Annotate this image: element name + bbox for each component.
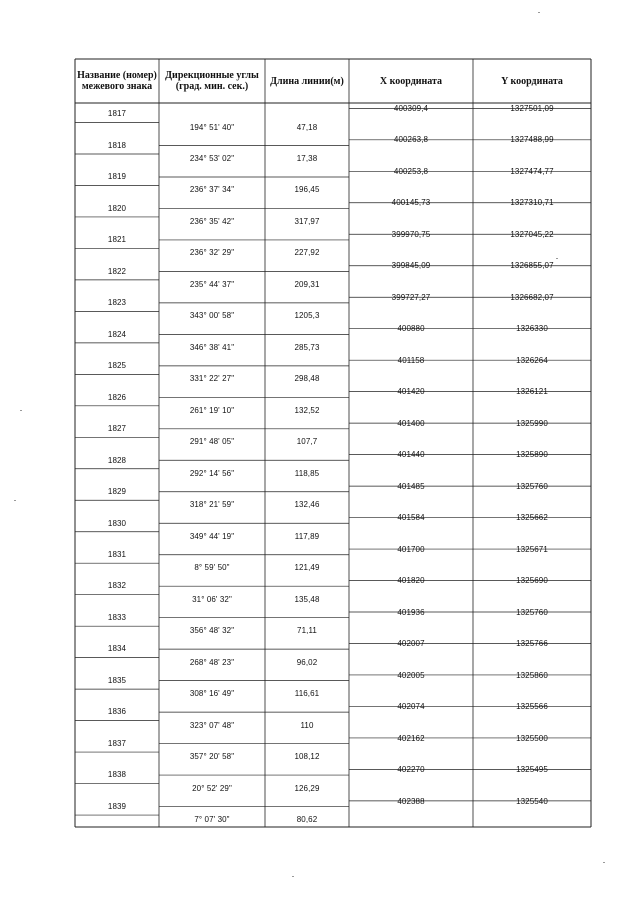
point-y: 1325766 [516,639,548,649]
header-angle: Дирекционные углы (град. мин. сек.) [165,70,259,92]
scan-speck [20,410,22,411]
scan-speck [603,862,605,863]
point-name: 1820 [107,203,127,213]
segment-length: 317,97 [294,216,320,226]
point-y: 1327045,22 [510,229,554,239]
segment-length: 47,18 [296,122,318,132]
segment-angle: 194° 51' 40" [189,122,235,132]
point-name: 1833 [107,612,127,622]
point-x: 401400 [397,418,425,428]
point-y: 1326264 [516,355,548,365]
segment-angle: 234° 53' 02" [189,153,235,163]
segment-length: 135,48 [294,594,320,604]
point-y: 1325540 [516,796,548,806]
point-name: 1829 [107,487,127,497]
point-name: 1834 [107,644,127,654]
point-x: 402162 [397,733,425,743]
segment-length: 118,85 [294,468,320,478]
segment-angle: 20° 52' 29" [192,783,232,793]
point-x: 400309,4 [393,104,429,113]
point-x: 402007 [397,639,425,649]
point-x: 402074 [397,702,425,712]
point-x: 400263,8 [393,135,429,145]
scan-speck [14,500,16,501]
header-length: Длина линии(м) [270,75,344,87]
segment-angle: 7° 07' 30" [194,815,230,825]
point-y: 1325760 [516,607,548,617]
point-x: 402388 [397,796,425,806]
point-x: 401485 [397,481,425,491]
scan-speck [556,258,558,259]
point-x: 401440 [397,450,425,460]
point-name: 1837 [107,738,127,748]
segment-angle: 349° 44' 19" [189,531,235,541]
point-name: 1827 [107,424,127,434]
segment-length: 132,46 [294,500,320,510]
segment-angle: 8° 59' 50" [194,563,230,573]
point-name: 1818 [107,140,127,150]
point-y: 1326330 [516,324,548,334]
point-y: 1325495 [516,765,548,775]
segment-length: 110 [300,720,314,730]
point-y: 1325990 [516,418,548,428]
segment-angle: 331° 22' 27" [189,374,235,384]
segment-length: 108,12 [294,752,320,762]
segment-angle: 356° 48' 32" [189,626,235,636]
segment-length: 132,52 [294,405,320,415]
point-x: 400880 [397,324,425,334]
point-y: 1327310,71 [510,198,554,208]
point-y: 1325690 [516,576,548,586]
segment-length: 116,61 [294,689,320,699]
point-y: 1325500 [516,733,548,743]
segment-angle: 323° 07' 48" [189,720,235,730]
header-x: X координата [379,75,443,87]
segment-length: 107,7 [296,437,318,447]
point-x: 401158 [397,355,425,365]
segment-length: 285,73 [294,342,320,352]
point-name: 1825 [107,361,127,371]
segment-angle: 236° 35' 42" [189,216,235,226]
segment-angle: 236° 32' 29" [189,248,235,258]
point-y: 1325662 [516,513,548,523]
point-x: 401700 [397,544,425,554]
segment-angle: 292° 14' 56" [189,468,235,478]
point-name: 1822 [107,266,127,276]
segment-angle: 357° 20' 58" [189,752,235,762]
segment-angle: 343° 00' 58" [189,311,235,321]
segment-angle: 236° 37' 34" [189,185,235,195]
segment-angle: 346° 38' 41" [189,342,235,352]
scan-speck [292,876,294,877]
segment-angle: 308° 16' 49" [189,689,235,699]
segment-angle: 268° 48' 23" [189,657,235,667]
point-y: 1327501,09 [510,104,554,113]
point-y: 1325890 [516,450,548,460]
point-x: 399970,75 [391,229,431,239]
header-y: Y координата [501,75,563,87]
segment-length: 71,11 [297,626,317,636]
point-x: 401936 [397,607,425,617]
segment-angle: 31° 06' 32" [192,594,232,604]
point-name: 1831 [107,549,127,559]
point-x: 401420 [397,387,425,397]
point-name: 1838 [107,770,127,780]
point-x: 401584 [397,513,425,523]
point-y: 1325760 [516,481,548,491]
segment-angle: 291° 48' 05" [189,437,235,447]
point-y: 1326121 [516,387,548,397]
point-x: 399727,27 [391,292,431,302]
segment-length: 80,62 [296,815,318,825]
segment-length: 227,92 [294,248,320,258]
point-x: 402270 [397,765,425,775]
point-y: 1326855,07 [510,261,554,271]
header-name: Название (номер) межевого знака [77,70,157,92]
segment-length: 96,02 [296,657,318,667]
point-y: 1327488,99 [510,135,554,145]
point-name: 1819 [107,172,127,182]
segment-angle: 318° 21' 59" [189,500,235,510]
point-x: 400145,73 [391,198,431,208]
segment-angle: 235° 44' 37" [189,279,235,289]
point-name: 1826 [107,392,127,402]
point-name: 1835 [107,675,127,685]
point-name: 1836 [107,707,127,717]
segment-length: 209,31 [294,279,320,289]
scan-speck [538,12,540,13]
point-y: 1325671 [516,544,548,554]
point-name: 1830 [107,518,127,528]
segment-length: 17,38 [296,153,318,163]
segment-angle: 261° 19' 10" [189,405,235,415]
point-x: 399845,09 [391,261,431,271]
segment-length: 196,45 [294,185,320,195]
point-name: 1817 [107,109,127,119]
segment-length: 126,29 [294,783,320,793]
segment-length: 1205,3 [294,311,320,321]
point-name: 1824 [107,329,127,339]
point-y: 1326682,07 [510,292,554,302]
point-name: 1839 [107,801,127,811]
segment-length: 117,89 [294,531,320,541]
point-name: 1821 [107,235,127,245]
point-name: 1828 [107,455,127,465]
point-y: 1327474,77 [510,166,554,176]
point-name: 1832 [107,581,127,591]
point-y: 1325566 [516,702,548,712]
segment-length: 298,48 [294,374,320,384]
point-x: 400253,8 [393,166,429,176]
segment-length: 121,49 [294,563,320,573]
point-x: 402005 [397,670,425,680]
point-name: 1823 [107,298,127,308]
point-y: 1325860 [516,670,548,680]
point-x: 401820 [397,576,425,586]
